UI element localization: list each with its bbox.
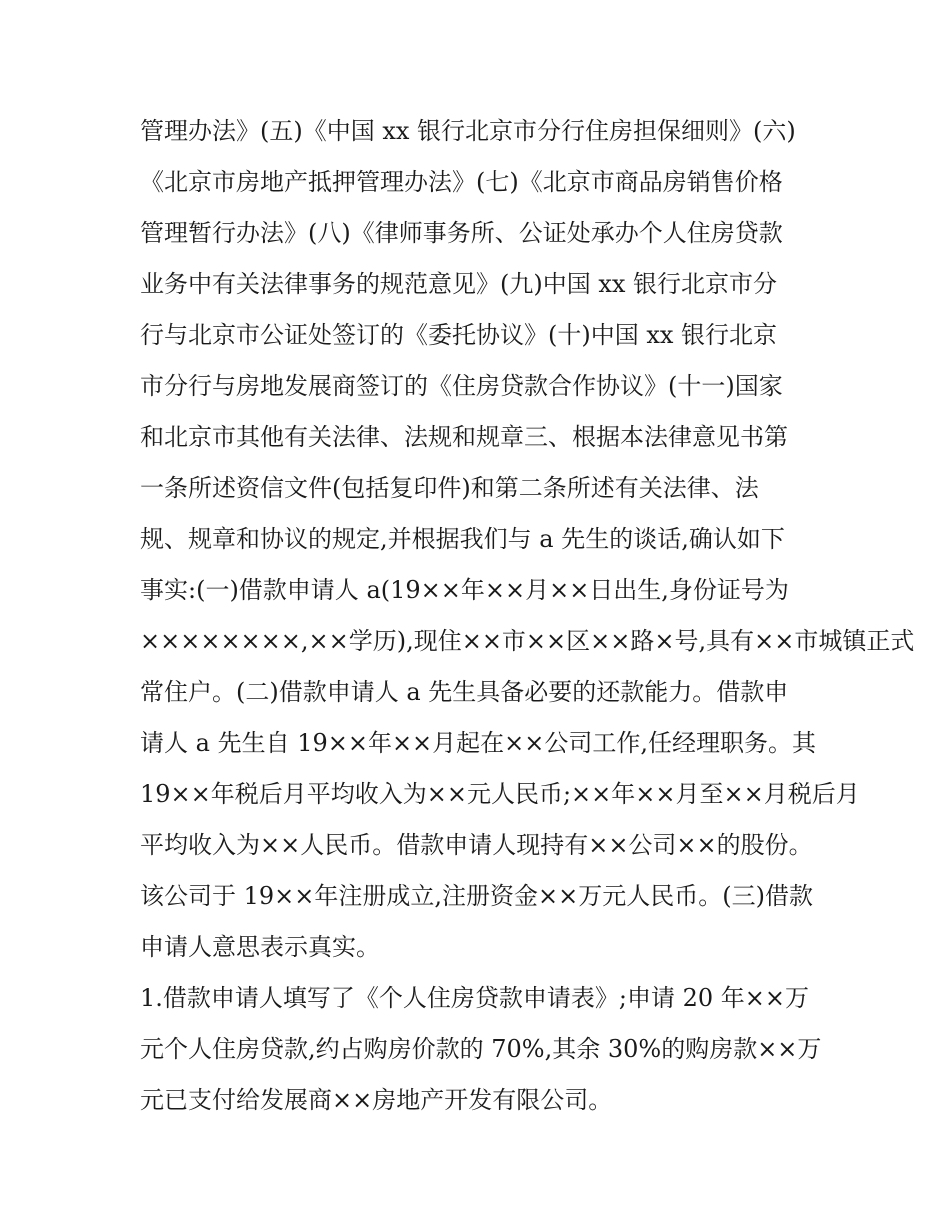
- text-line: 请人 a 先生自 19××年××月起在××公司工作,任经理职务。其: [140, 729, 817, 757]
- text-line: 元个人住房贷款,约占购房价款的 70%,其余 30%的购房款××万: [140, 1035, 822, 1063]
- text-line: 平均收入为××人民币。借款申请人现持有××公司××的股份。: [140, 831, 813, 859]
- list-item-line: 1.借款申请人填写了《个人住房贷款申请表》;申请 20 年××万: [140, 984, 809, 1012]
- text-line: 管理办法》(五)《中国 xx 银行北京市分行住房担保细则》(六): [140, 117, 796, 145]
- text-line: 常住户。(二)借款申请人 a 先生具备必要的还款能力。借款申: [140, 678, 789, 706]
- text-line: 事实:(一)借款申请人 a(19××年××月××日出生,身份证号为: [140, 576, 789, 604]
- text-line: ××××××××,××学历),现住××市××区××路×号,具有××市城镇正式: [140, 627, 915, 655]
- text-line: 规、规章和协议的规定,并根据我们与 a 先生的谈话,确认如下: [140, 525, 785, 553]
- text-line: 一条所述资信文件(包括复印件)和第二条所述有关法律、法: [140, 474, 759, 502]
- text-line: 行与北京市公证处签订的《委托协议》(十)中国 xx 银行北京: [140, 321, 778, 349]
- document-body: [140, 106, 915, 1126]
- text-line: 管理暂行办法》(八)《律师事务所、公证处承办个人住房贷款: [140, 219, 783, 247]
- text-line: 19××年税后月平均收入为××元人民币;××年××月至××月税后月: [140, 780, 860, 808]
- text-line: 《北京市房地产抵押管理办法》(七)《北京市商品房销售价格: [140, 168, 783, 196]
- text-line: 申请人意思表示真实。: [140, 933, 380, 961]
- text-line: 业务中有关法律事务的规范意见》(九)中国 xx 银行北京市分: [140, 270, 778, 298]
- text-line: 该公司于 19××年注册成立,注册资金××万元人民币。(三)借款: [140, 882, 813, 910]
- text-line: 和北京市其他有关法律、法规和规章三、根据本法律意见书第: [140, 423, 788, 451]
- text-line: 市分行与房地发展商签订的《住房贷款合作协议》(十一)国家: [140, 372, 783, 400]
- text-line: 元已支付给发展商××房地产开发有限公司。: [140, 1086, 613, 1114]
